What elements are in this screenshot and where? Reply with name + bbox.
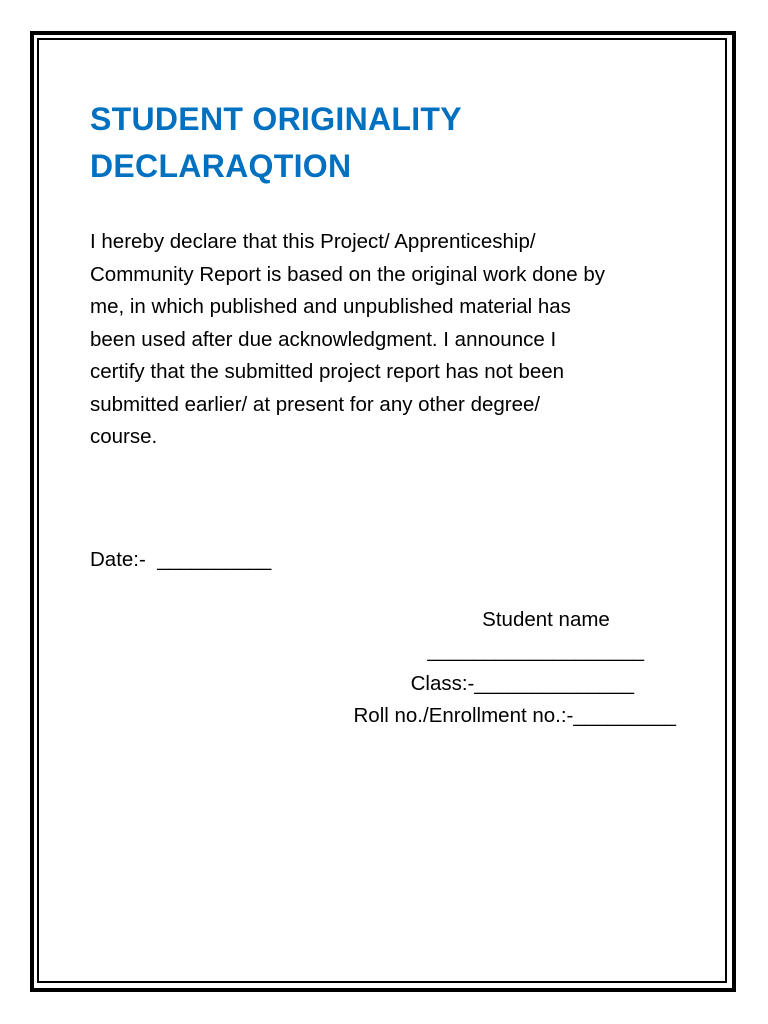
declaration-body bbox=[90, 226, 690, 454]
body-line: certify that the submitted project report has not been bbox=[90, 360, 565, 383]
class-field: Class:-______________ bbox=[410, 672, 634, 695]
date-field: Date:- __________ bbox=[90, 548, 272, 571]
title-line-1: STUDENT ORIGINALITY bbox=[90, 101, 462, 137]
page-title bbox=[90, 96, 650, 190]
body-line: Community Report is based on the original work done by bbox=[90, 262, 606, 286]
body-line: me, in which published and unpublished material has bbox=[90, 295, 571, 318]
roll-enrollment-field: Roll no./Enrollment no.:-_________ bbox=[353, 704, 676, 727]
body-line: been used after due acknowledgment. I announce I bbox=[90, 327, 557, 351]
signature-block bbox=[316, 604, 676, 734]
student-name-label: Student name bbox=[482, 608, 610, 631]
body-line: course. bbox=[90, 425, 158, 448]
title-line-2: DECLARAQTION bbox=[90, 148, 352, 184]
student-name-blank: ___________________ bbox=[427, 639, 644, 662]
body-line: submitted earlier/ at present for any other degree/ bbox=[90, 392, 541, 416]
body-line: I hereby declare that this Project/ Apprenticeship/ bbox=[90, 230, 536, 253]
